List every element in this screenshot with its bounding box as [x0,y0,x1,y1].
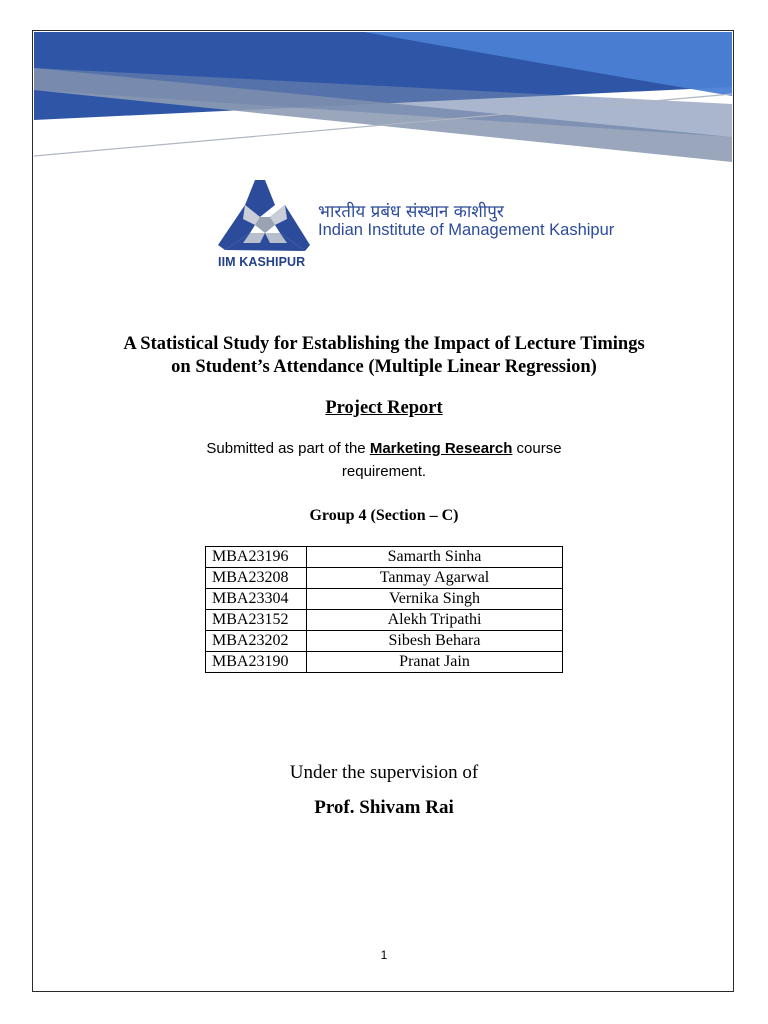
course-name: Marketing Research [369,440,513,457]
page-number: 1 [380,948,388,962]
institute-logo [215,175,635,275]
table-row [206,631,563,652]
supervisor-name: Prof. Shivam Rai [314,797,454,818]
report-type: Project Report [325,398,443,418]
logo-caption: IIM KASHIPUR [218,255,306,269]
member-name: Samarth Sinha [307,547,563,568]
member-name: Alekh Tripathi [307,610,563,631]
members-table [205,546,563,673]
member-id: MBA23304 [206,589,307,610]
table-row [206,589,563,610]
table-row [206,547,563,568]
member-name: Pranat Jain [307,652,563,673]
report-title-line1: A Statistical Study for Establishing the Impact of Lecture Timings [123,334,645,354]
report-title-line2: on Student’s Attendance (Multiple Linear Regression) [171,357,597,377]
submission-prefix: Submitted as part of the [206,440,370,457]
report-title [40,333,728,379]
member-name: Vernika Singh [307,589,563,610]
member-id: MBA23196 [206,547,307,568]
member-id: MBA23202 [206,631,307,652]
table-row [206,610,563,631]
submission-requirement: requirement. [341,463,427,480]
institute-name-english: Indian Institute of Management Kashipur [318,221,615,239]
supervision-label: Under the supervision of [289,762,479,783]
member-id: MBA23152 [206,610,307,631]
member-id: MBA23190 [206,652,307,673]
table-row [206,652,563,673]
table-row [206,568,563,589]
member-id: MBA23208 [206,568,307,589]
group-label: Group 4 (Section – C) [309,507,459,524]
member-name: Sibesh Behara [307,631,563,652]
submission-suffix: course [512,440,562,457]
member-name: Tanmay Agarwal [307,568,563,589]
header-banner [34,32,732,162]
institute-name-hindi: भारतीय प्रबंध संस्थान काशीपुर [318,202,504,222]
submission-note [160,437,608,483]
